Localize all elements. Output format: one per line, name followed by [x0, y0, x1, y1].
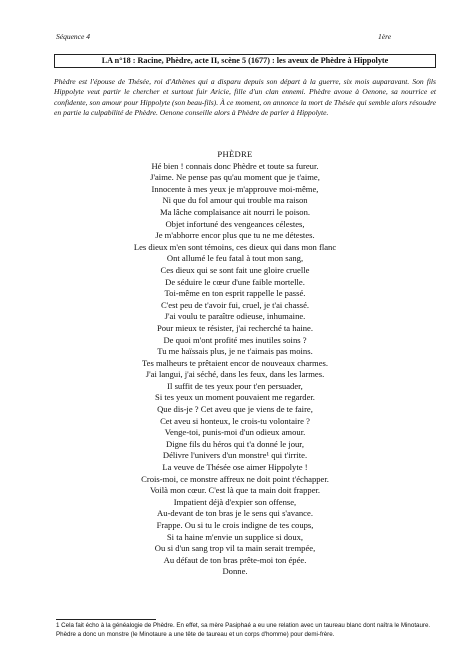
verse-line: Ont allumé le feu fatal à tout mon sang,: [166, 253, 304, 264]
verse-line: J'aime. Ne pense pas qu'au moment que je t'aime,: [150, 172, 320, 183]
intro-paragraph: Phèdre est l'épouse de Thésée, roi d'Athènes qui a disparu depuis son départ à la guerre, six mois auparavant. Son fils Hippolyte veut partir le chercher et surtout fuir Aricie, fille d'un clan ennemi. Phèdre avoue à Oenone, sa nourrice et confidente, son amour pour Hippolyte (son beau-fils). À ce moment, on annonce la mort de Thésée qui semble alors résoudre en partie la culpabilité de Phèdre. Oenone conseille alors à Phèdre de parler à Hippolyte.: [54, 77, 436, 118]
verse-line: Venge-toi, punis-moi d'un odieux amour.: [164, 427, 306, 438]
verse-line: Ou si d'un sang trop vil ta main serait trempée,: [154, 543, 316, 554]
header-sequence: Séquence 4: [56, 32, 90, 41]
verse-line: Toi-même en ton esprit rappelle le passé.: [164, 288, 306, 299]
verse-line: Les dieux m'en sont témoins, ces dieux qui dans mon flanc: [133, 241, 337, 252]
verse-line: J'ai langui, j'ai séché, dans les feux, dans les larmes.: [145, 369, 325, 380]
poem-text: [70, 149, 400, 578]
verse-line: Délivre l'univers d'un monstre¹ qui t'irrite.: [162, 450, 308, 461]
verse-line: De séduire le cœur d'une faible mortelle.: [165, 276, 305, 287]
verse-line: Cet aveu si honteux, le crois-tu volontaire ?: [160, 415, 310, 426]
verse-line: Voilà mon cœur. C'est là que ta main doit frapper.: [149, 485, 321, 496]
verse-line: J'ai voulu te paraître odieuse, inhumaine.: [164, 311, 306, 322]
verse-line: Crois-moi, ce monstre affreux ne doit point t'échapper.: [141, 473, 329, 484]
verse-line: Ni que du fol amour qui trouble ma raison: [162, 195, 308, 206]
footnote-divider: [56, 619, 156, 620]
verse-line: La veuve de Thésée ose aimer Hippolyte !: [162, 462, 308, 473]
verse-line: Tu me haïssais plus, je ne t'aimais pas moins.: [157, 346, 313, 357]
verse-line: Ces dieux qui se sont fait une gloire cruelle: [160, 264, 310, 275]
verse-line: Objet infortuné des vengeances célestes,: [165, 218, 305, 229]
verse-line: Pour mieux te résister, j'ai recherché ta haine.: [156, 322, 314, 333]
verse-line: Que dis-je ? Cet aveu que je viens de te faire,: [157, 404, 313, 415]
verse-line: Il suffit de tes yeux pour t'en persuader,: [167, 380, 303, 391]
verse-line: Si ta haine m'envie un supplice si doux,: [166, 531, 304, 542]
verse-line: C'est peu de t'avoir fui, cruel, je t'ai chassé.: [160, 299, 310, 310]
verse-line: Je m'abhorre encor plus que tu ne me détestes.: [155, 230, 315, 241]
verse-line: Frappe. Ou si tu le crois indigne de tes coups,: [156, 520, 314, 530]
verse-line: De quoi m'ont profité mes inutiles soins ?: [163, 334, 307, 345]
speaker-name: PHÈDRE: [217, 149, 253, 159]
verse-line: Donne.: [222, 566, 248, 577]
verse-line: Ma lâche complaisance ait nourri le poison.: [159, 206, 311, 217]
verse-line: Innocente à mes yeux je m'approuve moi-même,: [151, 183, 319, 194]
document-title: LA n°18 : Racine, Phèdre, acte II, scène 5 (1677) : les aveux de Phèdre à Hippolyte: [54, 54, 436, 68]
verse-line: Tes malheurs te prêtaient encor de nouveaux charmes.: [142, 357, 328, 368]
footnote: 1 Cela fait écho à la généalogie de Phèdre. En effet, sa mère Pasiphaé a eu une relation avec un taureau blanc dont naîtra le Minotaure. Phèdre a donc un monstre (le Minotaure a une tête de taureau et un corps d'homme) pour demi-frère.: [56, 622, 431, 638]
verse-line: Impatient déjà d'expier son offense,: [173, 496, 297, 507]
verse-line: Au-devant de ton bras je le sens qui s'avance.: [157, 508, 313, 519]
header-class: 1ère: [378, 32, 392, 41]
verse-line: Hé bien ! connais donc Phèdre et toute sa fureur.: [151, 160, 319, 171]
verse-line: Digne fils du héros qui t'a donné le jour,: [166, 438, 304, 449]
verse-line: Si tes yeux un moment pouvaient me regarder.: [155, 392, 315, 403]
verse-line: Au défaut de ton bras prête-moi ton épée.: [163, 554, 307, 565]
